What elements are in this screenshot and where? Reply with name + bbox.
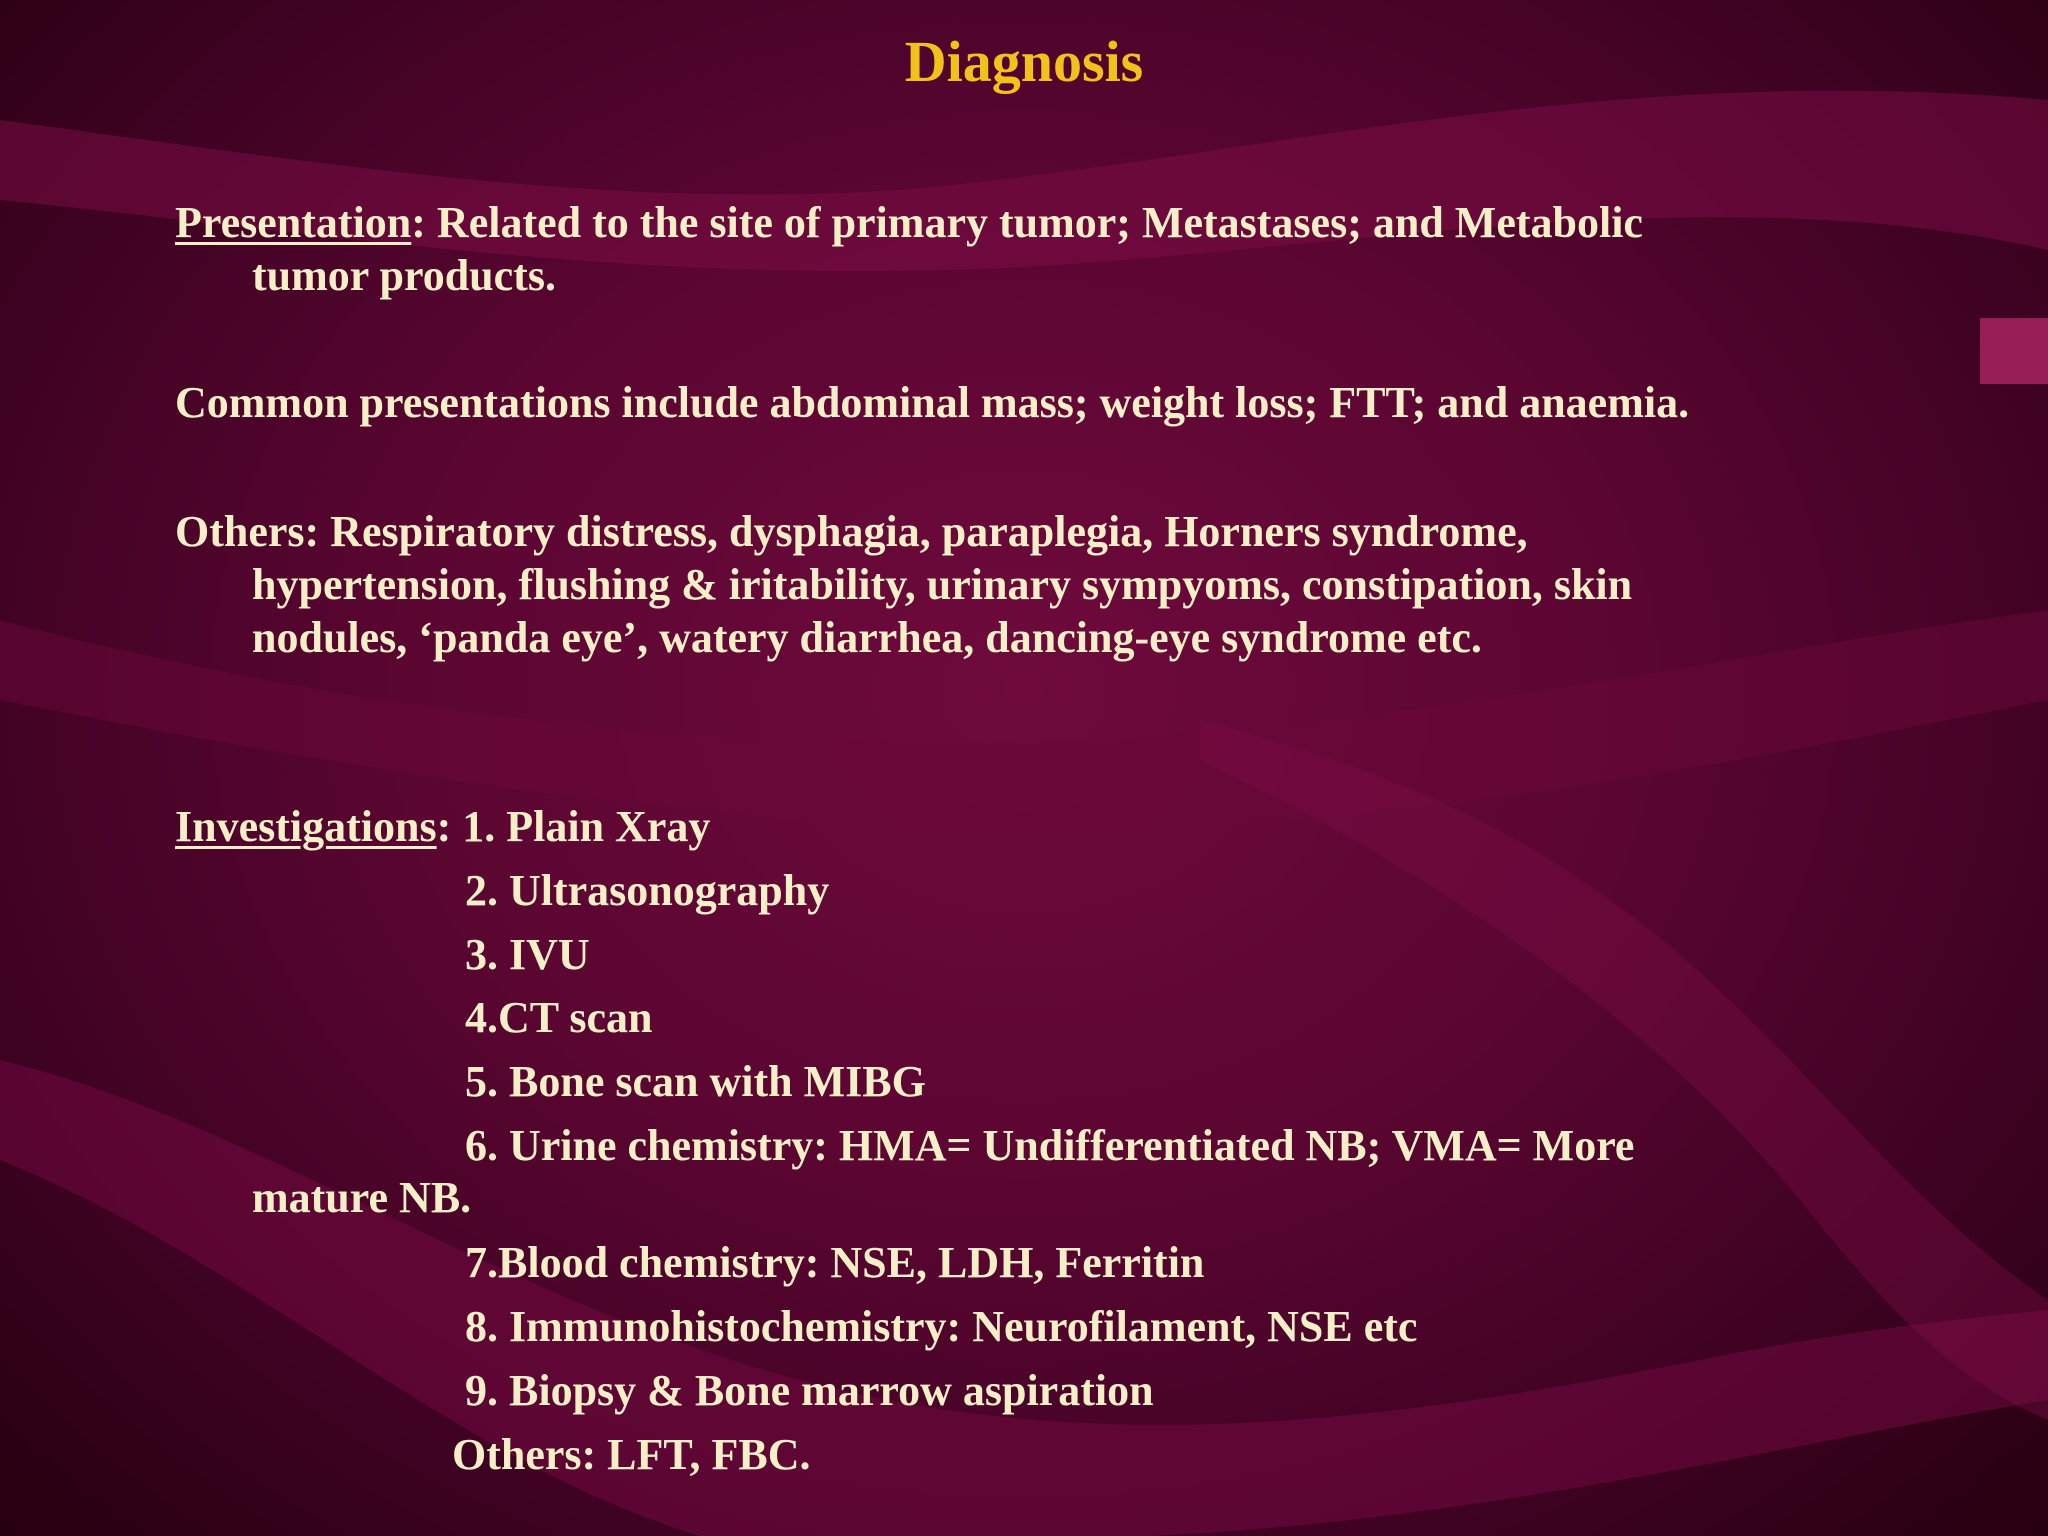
investigation-item: 9. Biopsy & Bone marrow aspiration (465, 1366, 1154, 1415)
others-line-1: Others: Respiratory distress, dysphagia, paraplegia, Horners syndrome, (175, 507, 1528, 556)
investigation-item: 5. Bone scan with MIBG (465, 1057, 926, 1106)
others-paragraph (175, 505, 1875, 664)
investigation-item-1: : 1. Plain Xray (436, 802, 711, 851)
common-presentations-paragraph (175, 376, 1875, 429)
investigation-item: 3. IVU (465, 930, 590, 979)
investigation-item: 2. Ultrasonography (465, 866, 830, 915)
others-line-3: nodules, ‘panda eye’, watery diarrhea, dancing-eye syndrome etc. (252, 613, 1482, 662)
others-line-2: hypertension, flushing & iritability, urinary sympyoms, constipation, skin (252, 560, 1633, 609)
investigation-item: 8. Immunohistochemistry: Neurofilament, NSE etc (465, 1302, 1418, 1351)
presentation-label: Presentation (175, 198, 412, 247)
slide-title: Diagnosis (904, 29, 1144, 94)
investigation-item-continuation: mature NB. (252, 1173, 472, 1222)
common-presentations-text: Common presentations include abdominal mass; weight loss; FTT; and anaemia. (175, 378, 1690, 427)
investigations-label: Investigations (175, 802, 437, 851)
investigation-item: 4.CT scan (465, 993, 653, 1042)
investigation-item: 6. Urine chemistry: HMA= Undifferentiated NB; VMA= More (465, 1121, 1635, 1170)
presentation-paragraph (175, 196, 1875, 302)
investigations-header (175, 800, 1875, 853)
presentation-text-cont: tumor products. (252, 251, 556, 300)
presentation-text: : Related to the site of primary tumor; Metastases; and Metabolic (411, 198, 1643, 247)
investigation-item: 7.Blood chemistry: NSE, LDH, Ferritin (465, 1238, 1205, 1287)
investigation-item-others: Others: LFT, FBC. (452, 1430, 811, 1479)
